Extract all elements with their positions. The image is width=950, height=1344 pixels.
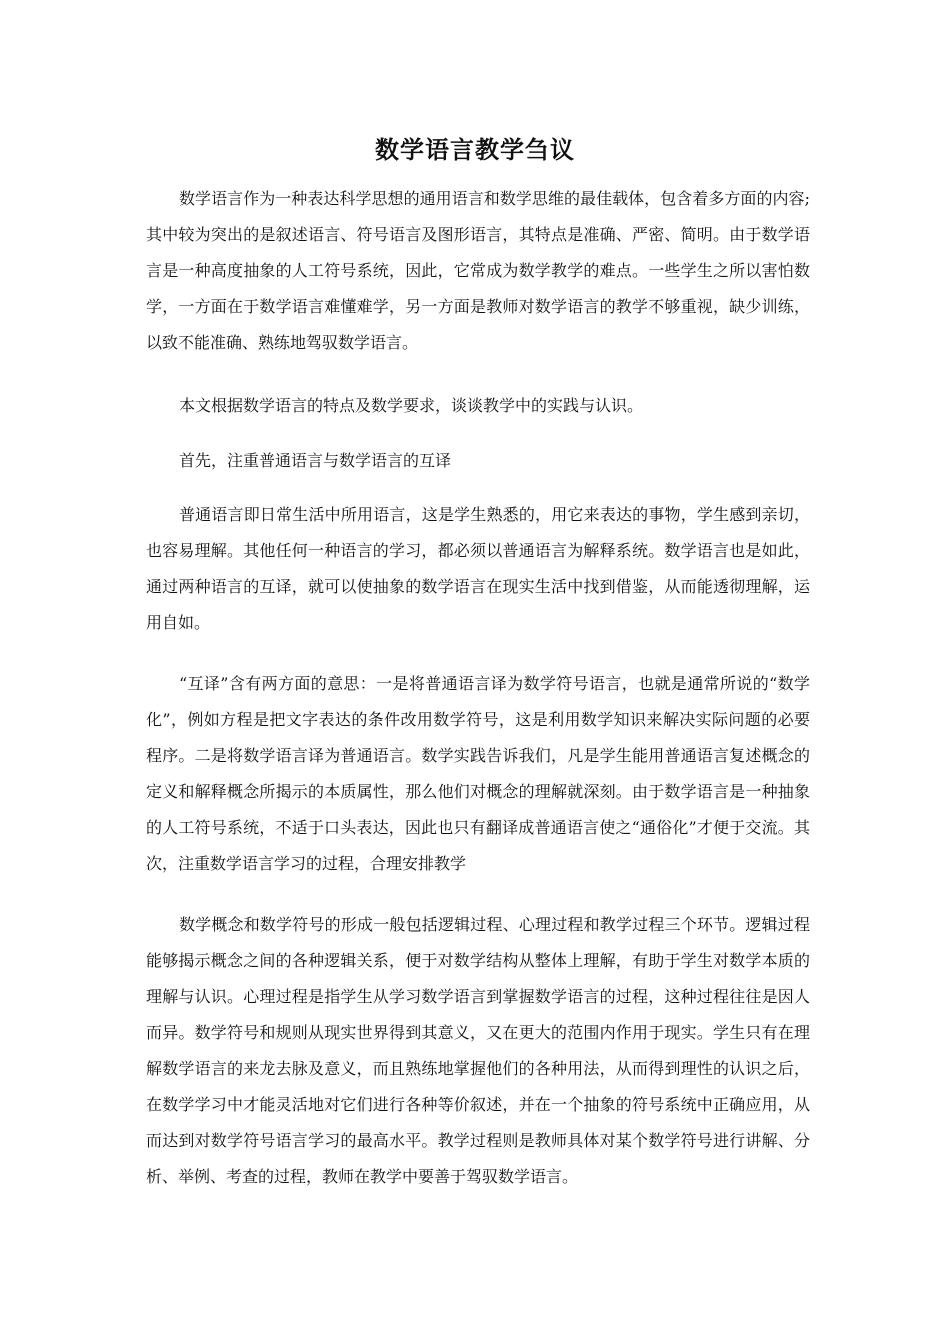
- paragraph-intro: 数学语言作为一种表达科学思想的通用语言和数学思维的最佳载体，包含着多方面的内容;其中较为突出的是叙述语言、符号语言及图形语言，其特点是准确、严密、简明。由于数学语言是一种高度抽象的人工符号系统，因此，它常成为数学教学的难点。一些学生之所以害怕数学，一方面在于数学语言难懂难学，另一方面是教师对数学语言的教学不够重视，缺少训练，以致不能准确、熟练地驾驭数学语言。: [146, 189, 810, 352]
- paragraph-purpose: 本文根据数学语言的特点及数学要求，谈谈教学中的实践与认识。: [179, 396, 644, 415]
- paragraph-learning-process: 数学概念和数学符号的形成一般包括逻辑过程、心理过程和教学过程三个环节。逻辑过程能够揭示概念之间的各种逻辑关系，便于对数学结构从整体上理解，有助于学生对数学本质的理解与认识。心理过程是指学生从学习数学语言到掌握数学语言的过程，这种过程往往是因人而异。数学符号和规则从现实世界得到其意义，又在更大的范围内作用于现实。学生只有在理解数学语言的来龙去脉及意义，而且熟练地掌握他们的各种用法，从而得到理性的认识之后，在数学学习中才能灵活地对它们进行各种等价叙述，并在一个抽象的符号系统中正确应用，从而达到对数学符号语言学习的最高水平。教学过程则是教师具体对某个数学符号进行讲解、分析、举例、考查的过程，教师在教学中要善于驾驭数学语言。: [146, 915, 810, 1186]
- paragraph-translation: “互译”含有两方面的意思：一是将普通语言译为数学符号语言，也就是通常所说的“数学化”，例如方程是把文字表达的条件改用数学符号，这是利用数学知识来解决实际问题的必要程序。二是将数学语言译为普通语言。数学实践告诉我们，凡是学生能用普通语言复述概念的定义和解释概念所揭示的本质属性，那么他们对概念的理解就深刻。由于数学语言是一种抽象的人工符号系统，不适于口头表达，因此也只有翻译成普通语言使之“通俗化”才便于交流。其次，注重数学语言学习的过程，合理安排教学: [146, 674, 810, 873]
- paragraph-common-language: 普通语言即日常生活中所用语言，这是学生熟悉的，用它来表达的事物，学生感到亲切，也容易理解。其他任何一种语言的学习，都必须以普通语言为解释系统。数学语言也是如此，通过两种语言的互译，就可以使抽象的数学语言在现实生活中找到借鉴，从而能透彻理解，运用自如。: [146, 505, 810, 632]
- paragraph-section-heading-1: 首先，注重普通语言与数学语言的互译: [179, 451, 452, 470]
- document-title: 数学语言教学刍议: [375, 135, 575, 164]
